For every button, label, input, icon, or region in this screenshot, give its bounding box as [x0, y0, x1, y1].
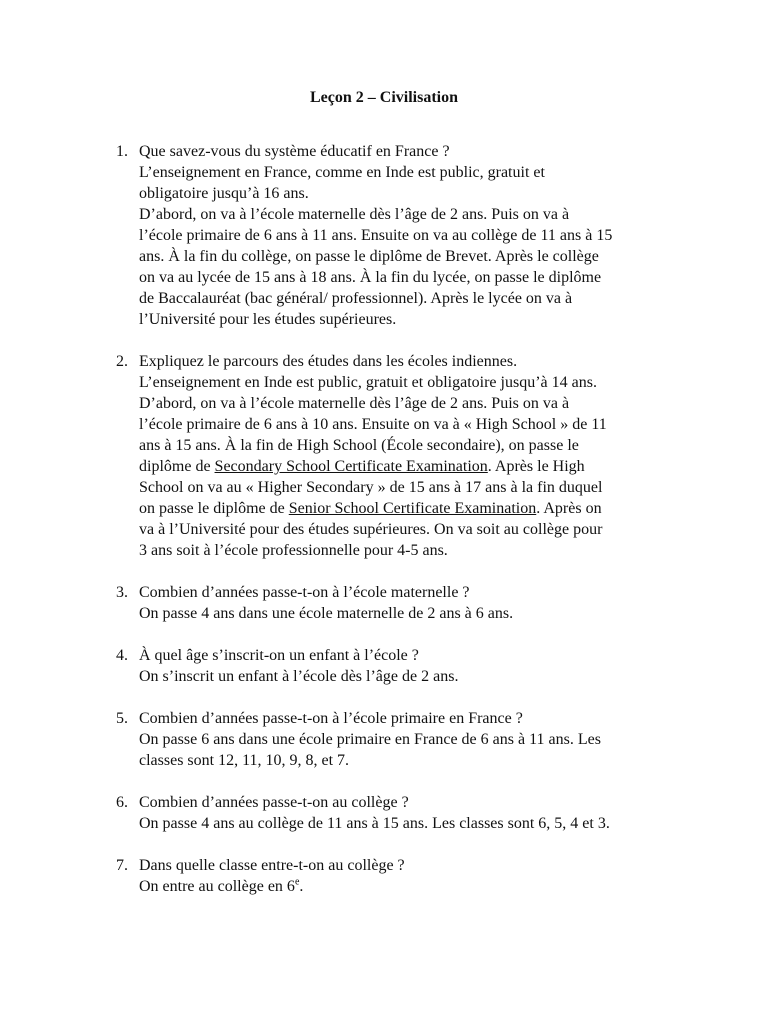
ordinal-superscript: e — [294, 876, 300, 888]
question-item-7 — [116, 855, 696, 897]
question-number: 6. — [116, 794, 128, 811]
question-item-4 — [116, 645, 696, 687]
answer-line: va à l’Université pour des études supérieures. On va soit au collège pour — [139, 521, 603, 538]
answer-line: 3 ans soit à l’école professionnelle pour 4-5 ans. — [139, 542, 448, 559]
question-number: 3. — [116, 584, 128, 601]
question-text: Dans quelle classe entre-t-on au collège ? — [139, 857, 405, 874]
answer-line — [139, 876, 696, 897]
question-item-2 — [116, 351, 696, 561]
underlined-exam-name: Secondary School Certificate Examination — [214, 458, 488, 475]
question-text: Expliquez le parcours des études dans les écoles indiennes. — [139, 353, 518, 370]
question-item-6 — [116, 792, 696, 834]
question-text: Combien d’années passe-t-on au collège ? — [139, 794, 409, 811]
answer-line: l’école primaire de 6 ans à 10 ans. Ensuite on va à « High School » de 11 — [139, 416, 607, 433]
answer-line — [139, 498, 696, 519]
answer-line: On passe 4 ans au collège de 11 ans à 15 ans. Les classes sont 6, 5, 4 et 3. — [139, 815, 610, 832]
answer-line: obligatoire jusqu’à 16 ans. — [139, 185, 309, 202]
question-item-3 — [116, 582, 696, 624]
answer-line: de Baccalauréat (bac général/ professionnel). Après le lycée on va à — [139, 290, 573, 307]
question-number: 5. — [116, 710, 128, 727]
answer-line: on va au lycée de 15 ans à 18 ans. À la fin du lycée, on passe le diplôme — [139, 269, 602, 286]
answer-line: On passe 6 ans dans une école primaire en France de 6 ans à 11 ans. Les — [139, 731, 601, 748]
question-number: 1. — [116, 143, 128, 160]
answer-line: l’école primaire de 6 ans à 11 ans. Ensuite on va au collège de 11 ans à 15 — [139, 227, 613, 244]
answer-text: . Après le High — [487, 458, 585, 475]
question-text: À quel âge s’inscrit-on un enfant à l’école ? — [139, 647, 419, 664]
answer-line — [139, 456, 696, 477]
question-text: Combien d’années passe-t-on à l’école maternelle ? — [139, 584, 470, 601]
answer-text: On entre au collège en 6 — [139, 878, 295, 895]
answer-line: L’enseignement en Inde est public, gratuit et obligatoire jusqu’à 14 ans. — [139, 374, 597, 391]
answer-line: On passe 4 ans dans une école maternelle de 2 ans à 6 ans. — [139, 605, 514, 622]
answer-line: L’enseignement en France, comme en Inde est public, gratuit et — [139, 164, 545, 181]
question-item-5 — [116, 708, 696, 771]
answer-text: . Après on — [536, 500, 602, 517]
underlined-exam-name: Senior School Certificate Examination — [288, 500, 537, 517]
answer-line: l’Université pour les études supérieures. — [139, 311, 397, 328]
question-list — [116, 141, 696, 918]
answer-line: School on va au « Higher Secondary » de 15 ans à 17 ans à la fin duquel — [139, 479, 603, 496]
answer-text: . — [299, 878, 304, 895]
question-text: Combien d’années passe-t-on à l’école primaire en France ? — [139, 710, 523, 727]
question-text: Que savez-vous du système éducatif en France ? — [139, 143, 450, 160]
question-item-1 — [116, 141, 696, 330]
answer-line: ans. À la fin du collège, on passe le diplôme de Brevet. Après le collège — [139, 248, 599, 265]
answer-line: On s’inscrit un enfant à l’école dès l’âge de 2 ans. — [139, 668, 459, 685]
lesson-title: Leçon 2 – Civilisation — [309, 89, 458, 106]
answer-line: ans à 15 ans. À la fin de High School (École secondaire), on passe le — [139, 437, 579, 454]
answer-line: classes sont 12, 11, 10, 9, 8, et 7. — [139, 752, 350, 769]
answer-line: D’abord, on va à l’école maternelle dès l’âge de 2 ans. Puis on va à — [139, 206, 570, 223]
question-number: 4. — [116, 647, 128, 664]
answer-text: on passe le diplôme de — [139, 500, 289, 517]
question-number: 2. — [116, 353, 128, 370]
question-number: 7. — [116, 857, 128, 874]
answer-line: D’abord, on va à l’école maternelle dès l’âge de 2 ans. Puis on va à — [139, 395, 570, 412]
answer-text: diplôme de — [139, 458, 215, 475]
